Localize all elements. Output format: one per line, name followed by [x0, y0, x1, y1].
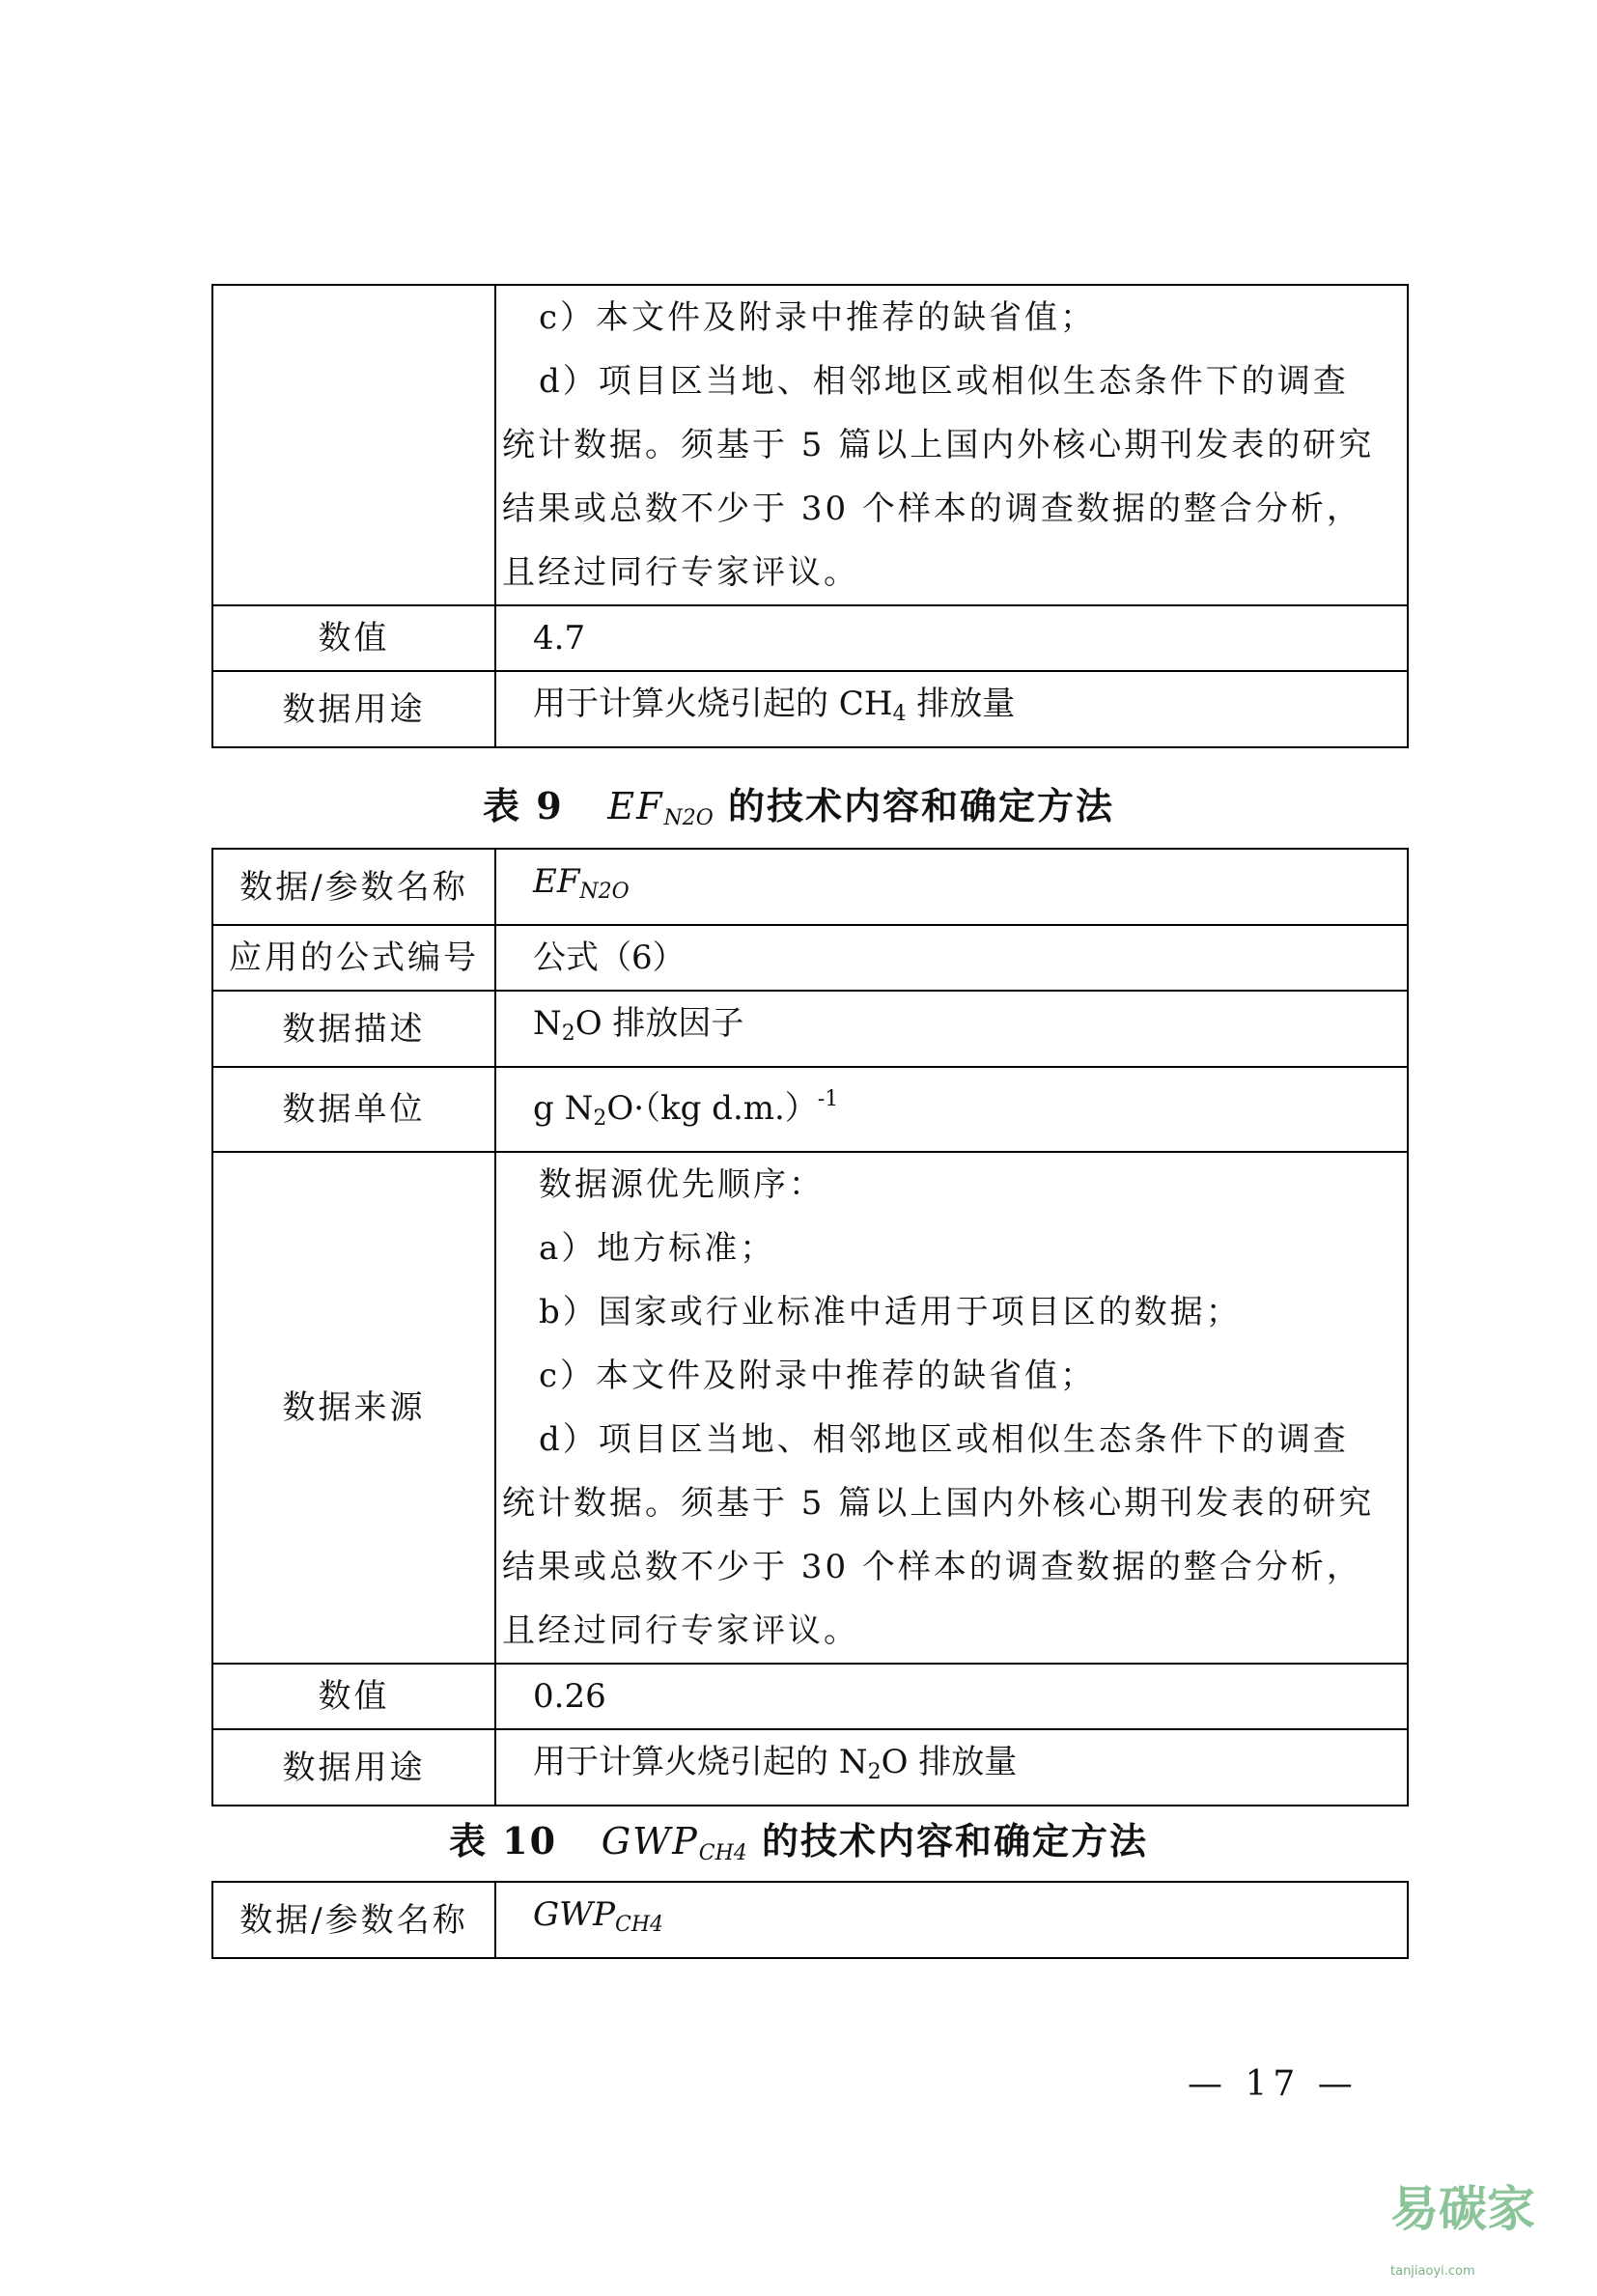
- value-cell: 4.7: [495, 605, 1408, 671]
- table-row: [212, 605, 1408, 671]
- unit-label: 数据单位: [212, 1067, 495, 1152]
- table-8-continuation: [211, 284, 1409, 748]
- table-10: [211, 1881, 1409, 1959]
- source-line: 且经过同行专家评议。: [502, 553, 859, 592]
- source-line: c）本文件及附录中推荐的缺省值；: [539, 1357, 1097, 1395]
- desc-cell: $N_2O$ 排放因子: [495, 991, 1408, 1067]
- source-line: b）国家或行业标准中适用于项目区的数据；: [539, 1293, 1242, 1331]
- table-9-caption: 表 9 $EF_{N2O}$ 的技术内容和确定方法: [482, 784, 1115, 830]
- source-line: 统计数据。须基于 5 篇以上国内外核心期刊发表的研究: [502, 1484, 1375, 1523]
- value-label: 数值: [212, 1664, 495, 1729]
- name-cell: $EF_{N2O}$: [495, 849, 1408, 925]
- source-line: 统计数据。须基于 5 篇以上国内外核心期刊发表的研究: [502, 426, 1375, 464]
- table-row: [212, 1664, 1408, 1729]
- table-row: [212, 849, 1408, 925]
- value-label: 数值: [212, 605, 495, 671]
- source-line: c）本文件及附录中推荐的缺省值；: [539, 298, 1097, 337]
- table-row: [212, 925, 1408, 991]
- use-cell: 用于计算火烧引起的 $CH_4$ 排放量: [495, 671, 1408, 747]
- source-line: 且经过同行专家评议。: [502, 1611, 859, 1650]
- table-row: [212, 1882, 1408, 1958]
- source-label: 数据来源: [212, 1152, 495, 1664]
- desc-label: 数据描述: [212, 991, 495, 1067]
- use-cell: 用于计算火烧引起的 $N_2O$ 排放量: [495, 1729, 1408, 1806]
- watermark-logo: 易碳家tanjiaoyi.com: [1390, 2181, 1535, 2279]
- table-row: [212, 991, 1408, 1067]
- source-line: 结果或总数不少于 30 个样本的调查数据的整合分析，: [502, 1548, 1362, 1586]
- use-label: 数据用途: [212, 671, 495, 747]
- source-line: d）项目区当地、相邻地区或相似生态条件下的调查: [539, 1420, 1349, 1459]
- name-label: 数据/参数名称: [212, 849, 495, 925]
- table-9: [211, 848, 1409, 1806]
- source-line: a）地方标准；: [539, 1229, 776, 1268]
- formula-cell: 公式（6）: [495, 925, 1408, 991]
- source-label-cell: [212, 285, 495, 605]
- table-10-caption: 表 10 $GWP_{CH4}$ 的技术内容和确定方法: [448, 1819, 1149, 1865]
- source-cell: [495, 285, 1408, 605]
- page-number: — 17 —: [1188, 2064, 1359, 2104]
- source-line: d）项目区当地、相邻地区或相似生态条件下的调查: [539, 362, 1349, 401]
- use-label: 数据用途: [212, 1729, 495, 1806]
- table-row: [212, 671, 1408, 747]
- source-cell: [495, 1152, 1408, 1664]
- name-cell: $GWP_{CH4}$: [495, 1882, 1408, 1958]
- table-row: [212, 1729, 1408, 1806]
- table-row: [212, 1152, 1408, 1664]
- table-row: [212, 1067, 1408, 1152]
- table-row: [212, 285, 1408, 605]
- name-label: 数据/参数名称: [212, 1882, 495, 1958]
- source-line: 数据源优先顺序：: [539, 1165, 825, 1204]
- formula-label: 应用的公式编号: [212, 925, 495, 991]
- source-line: 结果或总数不少于 30 个样本的调查数据的整合分析，: [502, 490, 1362, 528]
- value-cell: 0.26: [495, 1664, 1408, 1729]
- unit-cell: g $N_2O\cdot(kg$ d.m.）$^{-1}$: [495, 1067, 1408, 1152]
